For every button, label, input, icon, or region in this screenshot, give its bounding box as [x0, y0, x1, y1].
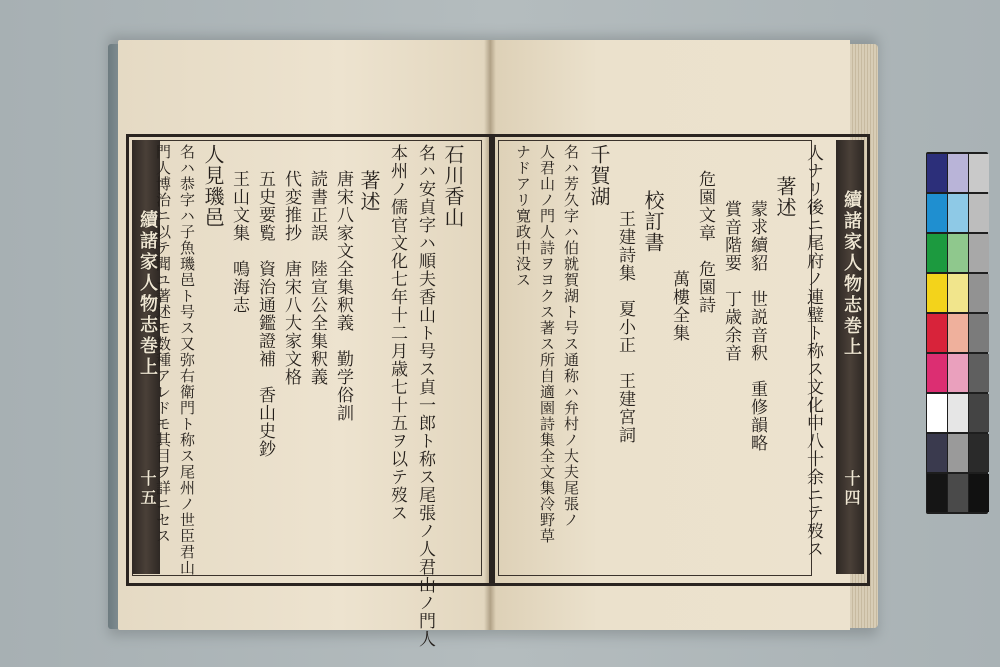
left-column-4: 著述 — [357, 170, 381, 212]
right-column-6: 萬樓全集 — [669, 270, 689, 342]
right-column-10: 名ハ芳久字ハ伯就賀湖ト号ス通称ハ弁村ノ大夫尾張ノ — [562, 144, 580, 528]
color-swatch — [969, 234, 989, 272]
color-swatch — [927, 234, 947, 272]
right-column-7: 校訂書 — [641, 190, 665, 253]
left-column-11: 名ハ恭字ハ子魚璣邑ト号ス又弥右衛門ト称ス尾州ノ世臣君山 — [178, 144, 196, 576]
color-swatch — [969, 314, 989, 352]
color-swatch — [969, 194, 989, 232]
left-column-12: 門人博治ニ以テ聞ユ著述モ数種アレドモ其目ヲ詳ニセス — [154, 144, 172, 544]
color-swatch — [927, 394, 947, 432]
color-swatch — [948, 274, 968, 312]
color-swatch — [948, 394, 968, 432]
left-column-8: 五史要覧 資治通鑑證補 香山史鈔 — [255, 170, 275, 458]
left-column-5: 唐宋八家文全集釈義 勤学俗訓 — [333, 170, 353, 422]
color-swatch — [948, 314, 968, 352]
color-swatch — [948, 354, 968, 392]
color-swatch — [948, 194, 968, 232]
left-column-6: 読書正誤 陸宣公全集釈義 — [307, 170, 327, 386]
right-column-4: 賞音階要 丁歳余音 — [721, 200, 741, 362]
right-column-9: 千賀湖 — [587, 144, 611, 207]
left-column-9: 王山文集 鳴海志 — [229, 170, 249, 314]
color-swatch — [948, 154, 968, 192]
color-swatch — [969, 434, 989, 472]
color-swatch — [927, 154, 947, 192]
color-swatch — [948, 434, 968, 472]
left-page-folio: 十五 — [138, 470, 157, 508]
left-page-title: 續諸家人物志巻上 — [137, 210, 158, 378]
color-swatch — [969, 394, 989, 432]
right-column-3: 蒙求續貂 世説音釈 重修韻略 — [747, 200, 767, 452]
right-column-8: 王建詩集 夏小正 王建宮詞 — [615, 210, 635, 444]
color-swatch — [927, 354, 947, 392]
left-column-1: 石川香山 — [441, 144, 465, 228]
color-swatch — [948, 234, 968, 272]
left-column-3: 本州ノ儒官文化七年十二月歳七十五ヲ以テ歿ス — [387, 144, 407, 522]
right-column-5: 危園文章 危園詩 — [695, 170, 715, 314]
color-calibration-chart — [926, 152, 988, 514]
color-swatch — [927, 434, 947, 472]
right-column-12: ナドアリ寛政中没ス — [514, 144, 532, 288]
left-column-10: 人見璣邑 — [201, 144, 225, 228]
right-column-1: 人ナリ後ニ尾府ノ連璧ト称ス文化中八十余ニテ歿ス — [803, 144, 823, 558]
color-swatch — [927, 314, 947, 352]
left-column-7: 代変推抄 唐宋八大家文格 — [281, 170, 301, 386]
right-column-11: 人君山ノ門人詩ヲヨクス著ス所自適園詩集全文集冷野草 — [538, 144, 556, 544]
color-swatch — [927, 274, 947, 312]
color-swatch — [969, 474, 989, 512]
color-swatch — [927, 474, 947, 512]
right-column-2: 著述 — [773, 176, 797, 218]
color-swatch — [948, 474, 968, 512]
left-column-2: 名ハ安貞字ハ順夫香山ト号ス貞一郎ト称ス尾張ノ人君山ノ門人 — [415, 144, 435, 648]
right-page-title: 續諸家人物志巻上 — [841, 190, 862, 358]
right-page-folio: 十四 — [842, 470, 861, 508]
color-swatch — [969, 154, 989, 192]
color-swatch — [927, 194, 947, 232]
color-swatch — [969, 354, 989, 392]
color-swatch — [969, 274, 989, 312]
